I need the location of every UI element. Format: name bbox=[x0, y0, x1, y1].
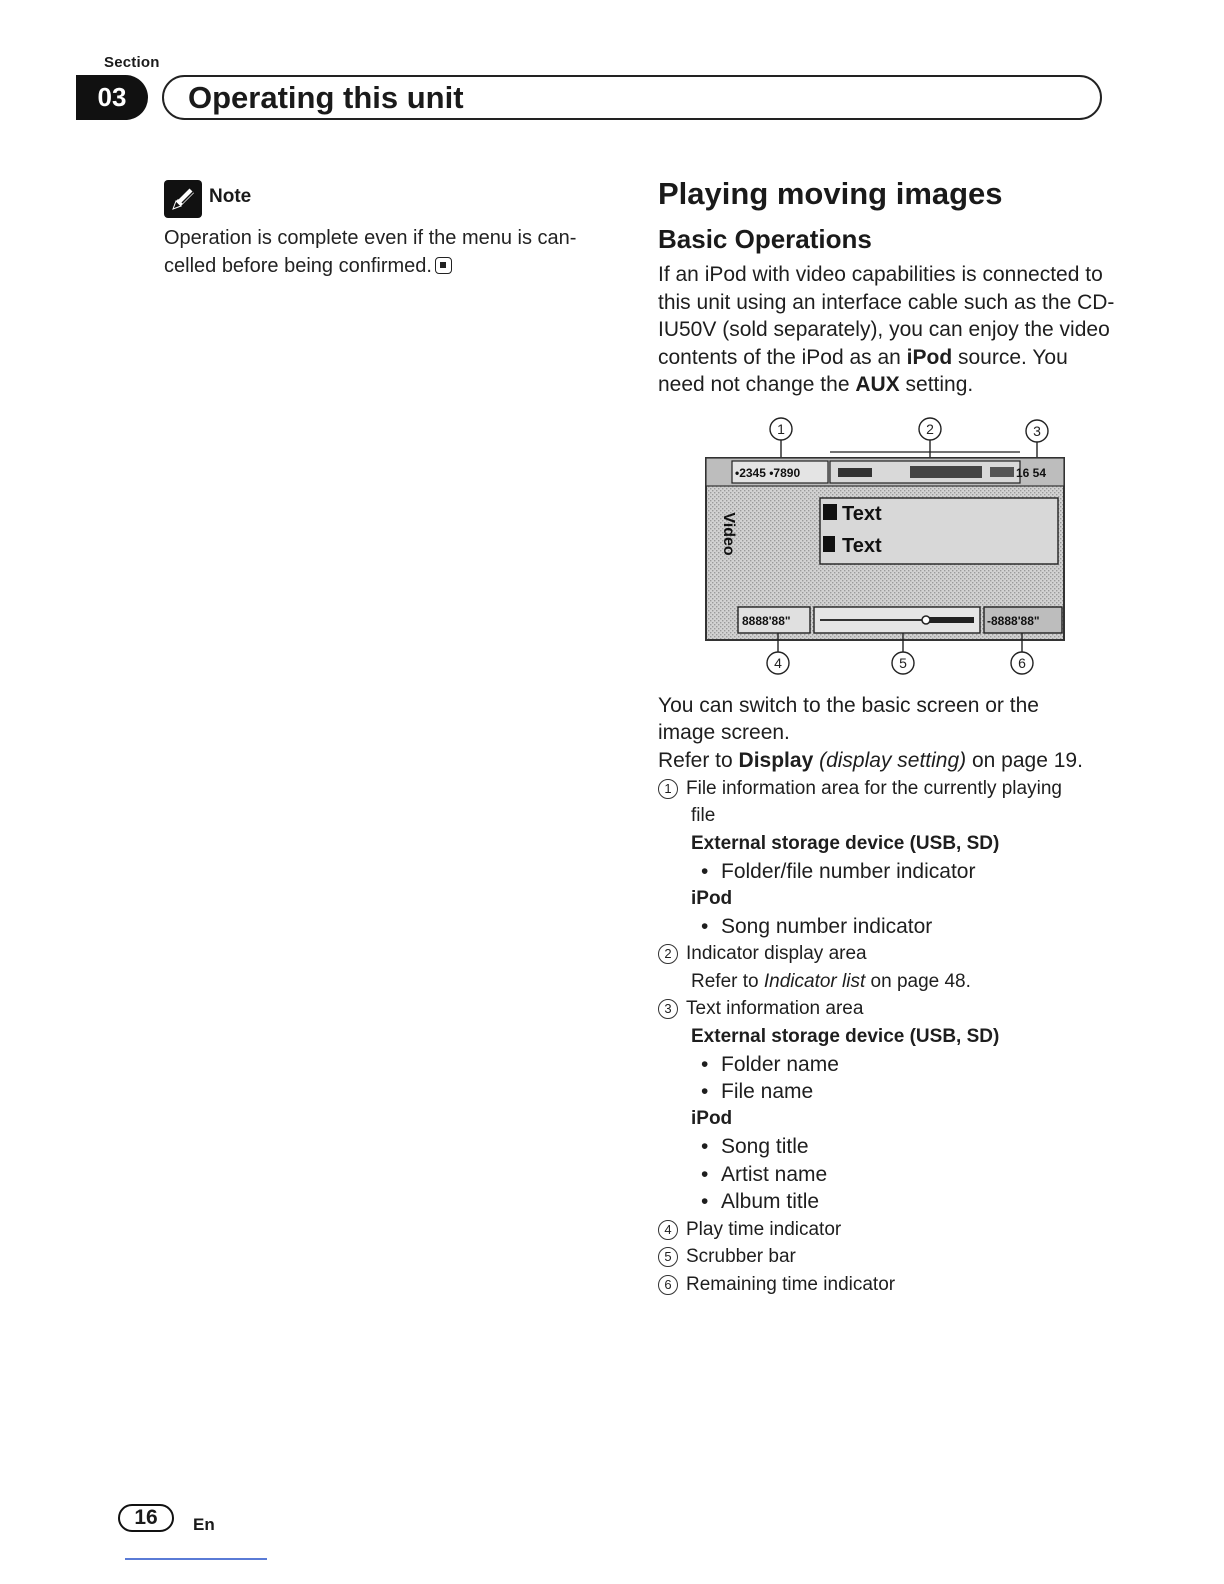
svg-text:1: 1 bbox=[777, 421, 785, 437]
item-3-number: 3 bbox=[658, 999, 678, 1019]
item-4 bbox=[658, 1219, 841, 1241]
item-2-text: Indicator display area bbox=[686, 943, 867, 964]
video-label: Video bbox=[720, 512, 737, 556]
item-1-sub-2-bullet: • Song number indicator bbox=[721, 915, 932, 939]
note-pencil-icon bbox=[164, 180, 202, 218]
callout-1 bbox=[770, 418, 792, 458]
intro-paragraph bbox=[658, 261, 1118, 399]
item-4-text: Play time indicator bbox=[686, 1219, 842, 1240]
remaining-time-value: -8888'88" bbox=[987, 614, 1040, 628]
item-2-ref-italic: Indicator list bbox=[763, 971, 866, 992]
folder-icon bbox=[823, 504, 837, 520]
callout-2 bbox=[830, 418, 1020, 458]
text-line-1: Text bbox=[842, 503, 882, 525]
intro-segment-4: setting. bbox=[899, 373, 974, 396]
item-1-sub-2-head: iPod bbox=[691, 888, 733, 909]
item-1-sub-1-head: External storage device (USB, SD) bbox=[691, 833, 1000, 854]
sub-heading: Basic Operations bbox=[658, 224, 872, 254]
item-3 bbox=[658, 998, 863, 1020]
section-title: Operating this unit bbox=[188, 80, 464, 115]
refer-italic: (display setting) bbox=[819, 749, 967, 772]
item-2-ref-suffix: on page 48. bbox=[865, 971, 971, 992]
note-body-text: Operation is complete even if the menu is can-celled before being confirmed. bbox=[164, 227, 577, 277]
note-body bbox=[164, 224, 594, 280]
svg-text:2: 2 bbox=[926, 421, 934, 437]
item-6-text: Remaining time indicator bbox=[686, 1274, 896, 1295]
refer-prefix: Refer to bbox=[658, 749, 739, 772]
svg-text:5: 5 bbox=[899, 655, 907, 671]
main-heading: Playing moving images bbox=[658, 176, 1003, 211]
intro-segment-1: iPod bbox=[906, 345, 953, 369]
svg-text:6: 6 bbox=[1018, 655, 1026, 671]
item-1-text: File information area for the currently playing bbox=[686, 778, 1062, 799]
item-3-text: Text information area bbox=[686, 998, 864, 1019]
language-code: En bbox=[193, 1515, 215, 1534]
intro-segment-0: If an iPod with video capabilities is connected to this unit using an interface cable such as the CD-IU50V (sold separately), you can enjoy the video contents of the iPod as an bbox=[658, 263, 1115, 369]
item-3-sub-2-head: iPod bbox=[691, 1108, 733, 1129]
switch-line-1: You can switch to the basic screen or the bbox=[658, 694, 1039, 717]
intro-segment-3: AUX bbox=[855, 373, 900, 396]
switch-line-2: image screen. bbox=[658, 721, 790, 744]
item-1-number: 1 bbox=[658, 779, 678, 799]
item-3-sub-2-bullet-2: • Artist name bbox=[721, 1163, 827, 1187]
item-4-number: 4 bbox=[658, 1220, 678, 1240]
item-1 bbox=[658, 778, 1062, 800]
svg-text:4: 4 bbox=[774, 655, 782, 671]
item-2 bbox=[658, 943, 867, 965]
ipod-video-screen-diagram bbox=[700, 414, 1070, 684]
item-6 bbox=[658, 1274, 895, 1296]
svg-text:3: 3 bbox=[1033, 423, 1041, 439]
note-title: Note bbox=[209, 186, 252, 207]
item-3-sub-2-bullet-3: • Album title bbox=[721, 1190, 819, 1214]
top-counter: •2345 •7890 bbox=[735, 466, 801, 480]
footer-rule bbox=[125, 1558, 267, 1560]
item-2-ref bbox=[691, 971, 971, 993]
refer-suffix: on page 19. bbox=[966, 749, 1083, 772]
section-label: Section bbox=[104, 54, 160, 71]
item-3-sub-1-head: External storage device (USB, SD) bbox=[691, 1026, 1000, 1047]
item-3-sub-1-bullet-2: • File name bbox=[721, 1080, 813, 1104]
text-line-2: Text bbox=[842, 535, 882, 557]
item-1-line-2: file bbox=[691, 805, 716, 826]
item-2-ref-prefix: Refer to bbox=[691, 971, 764, 992]
item-6-number: 6 bbox=[658, 1275, 678, 1295]
item-5 bbox=[658, 1246, 796, 1268]
play-time-value: 8888'88" bbox=[742, 614, 791, 628]
item-5-number: 5 bbox=[658, 1247, 678, 1267]
clock-display: 16 54 bbox=[1016, 466, 1047, 480]
item-5-text: Scrubber bar bbox=[686, 1246, 796, 1267]
item-1-sub-1-bullet: • Folder/file number indicator bbox=[721, 860, 975, 884]
refer-display-line bbox=[658, 749, 1083, 773]
item-3-sub-1-bullet-1: • Folder name bbox=[721, 1053, 839, 1077]
end-of-section-icon bbox=[435, 257, 452, 274]
section-number-badge: 03 bbox=[76, 75, 148, 120]
page-number: 16 bbox=[118, 1504, 174, 1532]
intro-segment-2: source. You need not change the bbox=[658, 345, 1068, 396]
item-2-number: 2 bbox=[658, 944, 678, 964]
item-3-sub-2-bullet-1: • Song title bbox=[721, 1135, 809, 1159]
file-icon bbox=[823, 536, 835, 552]
refer-bold: Display bbox=[738, 749, 814, 772]
